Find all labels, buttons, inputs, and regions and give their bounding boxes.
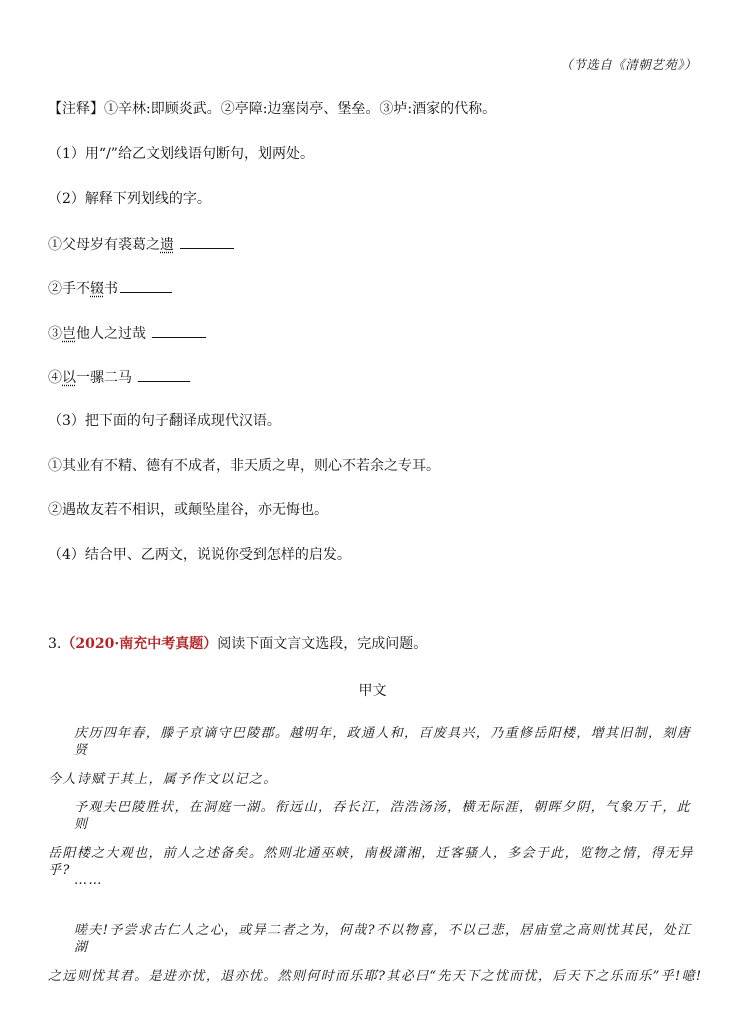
highlighted-char: 遗 <box>160 237 174 253</box>
highlighted-char: 以 <box>62 370 76 386</box>
highlighted-char: 辍 <box>90 281 104 297</box>
question-instruction: 阅读下面文言文选段，完成问题。 <box>217 636 428 652</box>
passage-paragraph-3: 嗟夫!予尝求古仁人之心，或异二者之为，何哉?不以物喜，不以己悲，居庙堂之高则忧其民，处江湖 之远则忧其君。是进亦忧，退亦忧。然则何时而乐耶?其必曰“先天下之忧而忧，后天下之乐而乐”乎!噫! <box>48 923 703 984</box>
answer-blank[interactable] <box>120 278 172 293</box>
q2-item-3: ③岂他人之过哉 <box>48 323 206 343</box>
q2-item-1: ①父母岁有裘葛之遗 <box>48 234 234 254</box>
question-2: （2）解释下列划线的字。 <box>48 191 211 207</box>
exam-reference: （2020·南充中考真题） <box>61 636 218 652</box>
question-3-header <box>48 635 427 653</box>
highlighted-char: 岂 <box>62 326 76 342</box>
answer-blank[interactable] <box>152 323 206 338</box>
passage-paragraph-2: 予观夫巴陵胜状，在洞庭一湖。衔远山，吞长江，浩浩汤汤，横无际涯，朝晖夕阴，气象万千，此则 岳阳楼之大观也，前人之述备矣。然则北通巫峡，南极潇湘，迁客骚人，多会于此，览物之情，得无异乎? <box>48 800 694 878</box>
source-note: （节选自《清朝艺苑》） <box>560 57 697 72</box>
passage-ellipsis: …… <box>74 873 103 888</box>
answer-blank[interactable] <box>138 367 190 382</box>
q2-item-2: ②手不辍书 <box>48 278 172 298</box>
q2-item-4: ④以一骡二马 <box>48 367 190 387</box>
section-title-jia: 甲文 <box>358 683 387 699</box>
question-1: （1）用“/”给乙文划线语句断句，划两处。 <box>48 146 314 162</box>
question-3: （3）把下面的句子翻译成现代汉语。 <box>48 413 281 429</box>
answer-blank[interactable] <box>180 234 234 249</box>
passage-paragraph-1: 庆历四年春，滕子京谪守巴陵郡。越明年，政通人和，百废具兴，乃重修岳阳楼，增其旧制，刻唐贤 今人诗赋于其上，属予作文以记之。 <box>48 726 692 787</box>
annotation-notes: 【注释】①辛林:即顾炎武。②亭障:边塞岗亭、堡垒。③垆:酒家的代称。 <box>48 101 497 117</box>
q3-item-2: ②遇故友若不相识，或颠坠崖谷，亦无悔也。 <box>48 502 328 518</box>
question-number: 3. <box>48 636 62 652</box>
question-4: （4）结合甲、乙两文，说说你受到怎样的启发。 <box>48 547 351 563</box>
q3-item-1: ①其业有不精、德有不成者，非天质之卑，则心不若余之专耳。 <box>48 458 440 474</box>
